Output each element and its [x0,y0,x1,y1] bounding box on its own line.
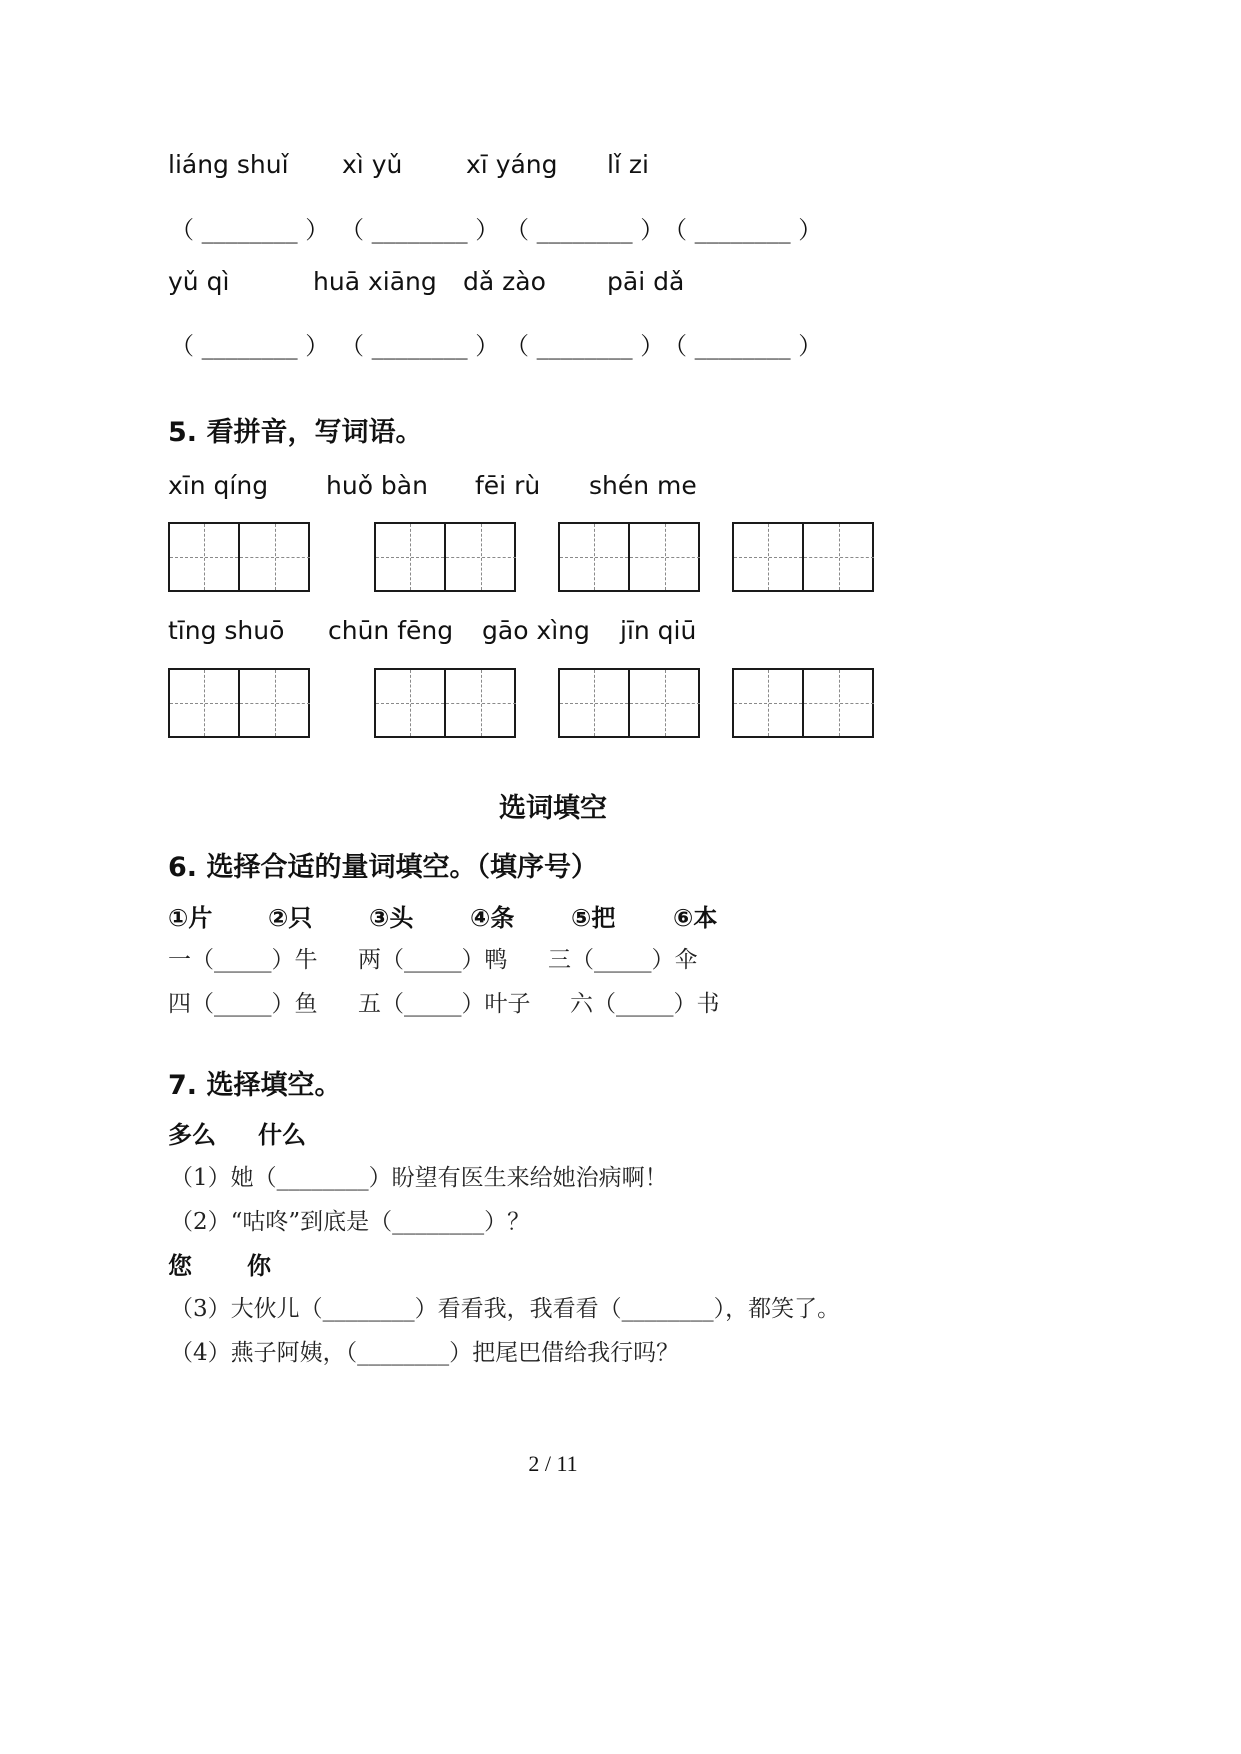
pinyin-2-1: yǔ qì [168,267,230,296]
fill-item[interactable]: 六（_____）书 [570,991,720,1017]
s5-pinyin-2: huǒ bàn [326,471,428,500]
s5-pinyin-7: gāo xìng [482,616,590,645]
section-7-heading: 7. 选择填空。 [168,1070,342,1101]
fill-item[interactable]: 三（_____）伞 [548,947,698,973]
tianzige-box[interactable] [168,522,310,592]
tianzige-box[interactable] [374,522,516,592]
fill-item[interactable]: 五（_____）叶子 [358,991,531,1017]
page-number: 2 / 11 [528,1451,578,1476]
option-2: ②只 [268,904,313,932]
s5-pinyin-1: xīn qíng [168,471,269,500]
pinyin-1-4: lǐ zi [607,150,649,179]
tianzige-box[interactable] [558,668,700,738]
fill-item[interactable]: 两（_____）鸭 [358,947,508,973]
question-3[interactable]: （3）大伙儿（________）看看我，我看看（________），都笑了。 [170,1296,841,1322]
word-choice: 你 [247,1252,271,1280]
answer-blank[interactable]: （ ________ ） [340,216,500,244]
s5-pinyin-6: chūn fēng [328,616,454,645]
option-3: ③头 [369,904,414,932]
tianzige-box[interactable] [558,522,700,592]
section-title: 选词填空 [499,793,607,824]
s5-pinyin-4: shén me [589,471,697,500]
pinyin-2-4: pāi dǎ [607,267,685,296]
option-1: ①片 [168,904,213,932]
pinyin-2-3: dǎ zào [463,267,546,296]
pinyin-2-2: huā xiāng [313,267,437,296]
s5-pinyin-8: jīn qiū [620,616,697,645]
s5-pinyin-3: fēi rù [475,471,541,500]
tianzige-box[interactable] [374,668,516,738]
answer-blank[interactable]: （ ________ ） [663,216,823,244]
pinyin-1-1: liáng shuǐ [168,150,289,179]
answer-blank[interactable]: （ ________ ） [505,216,665,244]
tianzige-box[interactable] [732,668,874,738]
tianzige-box[interactable] [168,668,310,738]
answer-blank[interactable]: （ ________ ） [505,332,665,360]
fill-item[interactable]: 四（_____）鱼 [168,991,318,1017]
option-4: ④条 [470,904,515,932]
pinyin-1-2: xì yǔ [342,150,403,179]
word-choice: 您 [168,1252,192,1280]
answer-blank[interactable]: （ ________ ） [340,332,500,360]
answer-blank[interactable]: （ ________ ） [170,216,330,244]
tianzige-box[interactable] [732,522,874,592]
section-5-heading: 5. 看拼音，写词语。 [168,417,423,448]
word-choice: 多么 [168,1121,216,1149]
s5-pinyin-5: tīng shuō [168,616,285,645]
question-4[interactable]: （4）燕子阿姨，（________）把尾巴借给我行吗？ [170,1340,680,1366]
question-1[interactable]: （1）她（________）盼望有医生来给她治病啊！ [170,1165,668,1191]
option-5: ⑤把 [571,904,616,932]
option-6: ⑥本 [673,904,718,932]
pinyin-1-3: xī yáng [466,150,558,179]
answer-blank[interactable]: （ ________ ） [663,332,823,360]
section-6-heading: 6. 选择合适的量词填空。（填序号） [168,852,598,883]
answer-blank[interactable]: （ ________ ） [170,332,330,360]
question-2[interactable]: （2）“咕咚”到底是（________）？ [170,1209,531,1235]
fill-item[interactable]: 一（_____）牛 [168,947,318,973]
word-choice: 什么 [258,1121,306,1149]
